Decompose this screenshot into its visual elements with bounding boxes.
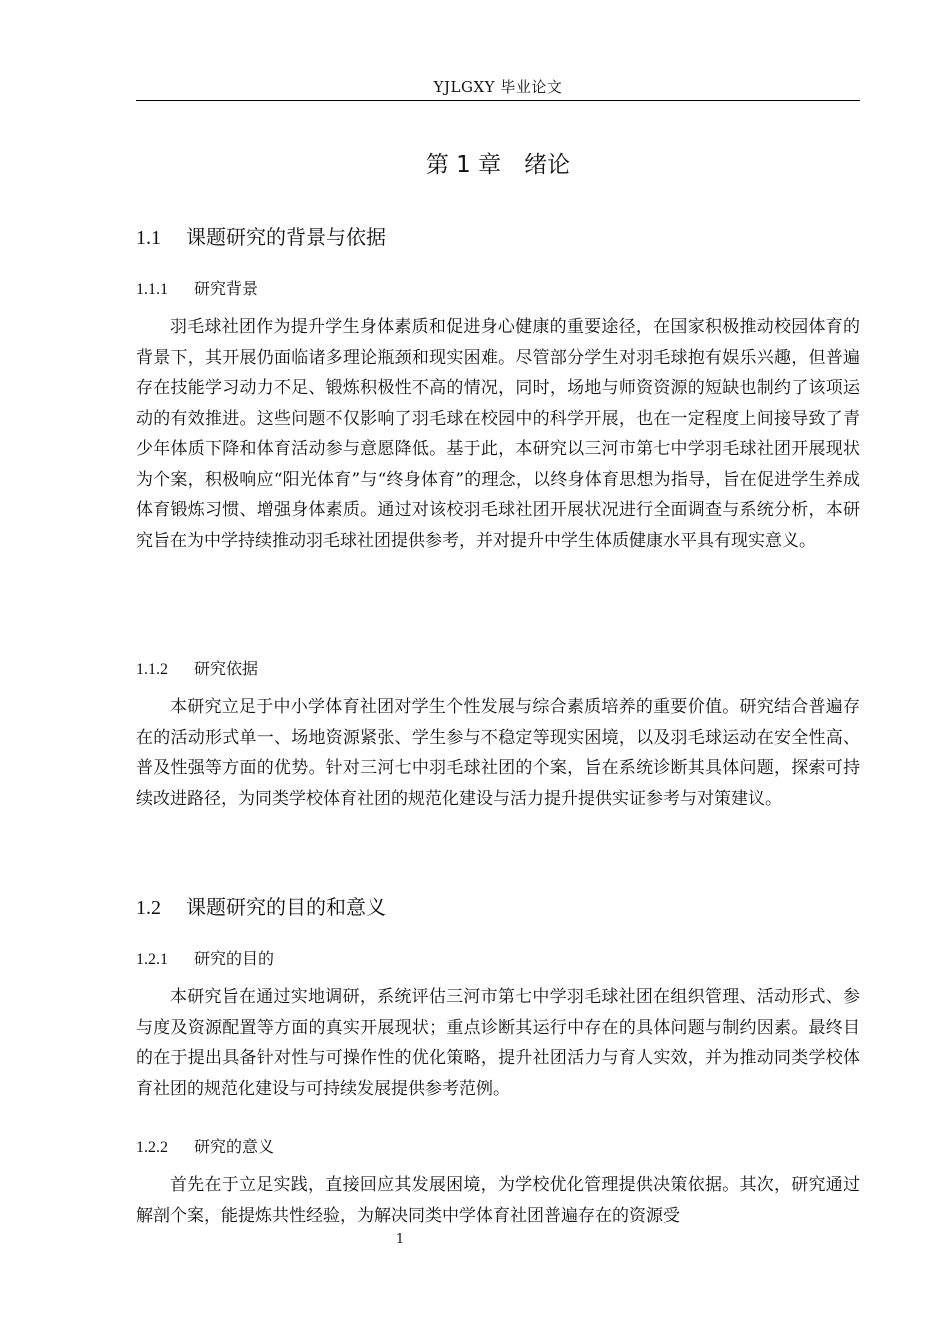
subsection-number: 1.1.2: [136, 661, 168, 678]
subsection-title: 研究的意义: [194, 1137, 275, 1156]
page-number: 1: [395, 1232, 405, 1247]
subsection-heading-1-2-1: [136, 946, 274, 969]
chapter-title: 第 1 章 绪论: [425, 152, 571, 178]
paragraph-research-significance: 首先在于立足实践，直接回应其发展困境，为学校优化管理提供决策依据。其次，研究通过解剖个案，能提炼共性经验，为解决同类中学体育社团普遍存在的资源受: [136, 1175, 860, 1226]
subsection-title: 研究依据: [194, 659, 259, 678]
subsection-title: 研究的目的: [194, 949, 275, 968]
section-title: 课题研究的背景与依据: [186, 225, 386, 249]
subsection-heading-1-1-1: [136, 276, 258, 299]
section-heading-1-1: [136, 221, 386, 250]
paragraph-research-background: 羽毛球社团作为提升学生身体素质和促进身心健康的重要途径，在国家积极推动校园体育的背景下，其开展仍面临诸多理论瓶颈和现实困难。尽管部分学生对羽毛球抱有娱乐兴趣，但普遍存在技能学习动力不足、锻炼积极性不高的情况，同时，场地与师资资源的短缺也制约了该项运动的有效推进。这些问题不仅影响了羽毛球在校园中的科学开展，也在一定程度上间接导致了青少年体质下降和体育活动参与意愿降低。基于此，本研究以三河市第七中学羽毛球社团开展现状为个案，积极响应“阳光体育”与“终身体育”的理念，以终身体育思想为指导，旨在促进学生养成体育锻炼习惯、增强身体素质。通过对该校羽毛球社团开展状况进行全面调查与系统分析，本研究旨在为中学持续推动羽毛球社团提供参考，并对提升中学生体质健康水平具有现实意义。: [136, 317, 860, 551]
section-number: 1.2: [136, 897, 161, 919]
section-number: 1.1: [136, 227, 161, 249]
subsection-heading-1-1-2: [136, 656, 258, 679]
subsection-number: 1.2.1: [136, 951, 168, 968]
subsection-number: 1.1.1: [136, 281, 168, 298]
paragraph-research-purpose: 本研究旨在通过实地调研，系统评估三河市第七中学羽毛球社团在组织管理、活动形式、参与度及资源配置等方面的真实开展现状；重点诊断其运行中存在的具体问题与制约因素。最终目的在于提出具备针对性与可操作性的优化策略，提升社团活力与育人实效，并为推动同类学校体育社团的规范化建设与可持续发展提供参考范例。: [136, 987, 860, 1099]
subsection-title: 研究背景: [194, 279, 259, 298]
section-heading-1-2: [136, 891, 386, 920]
header-rule: [136, 100, 860, 101]
section-title: 课题研究的目的和意义: [186, 895, 386, 919]
running-header: YJLGXY 毕业论文: [433, 78, 563, 96]
subsection-heading-1-2-2: [136, 1134, 274, 1157]
subsection-number: 1.2.2: [136, 1139, 168, 1156]
paragraph-research-basis: 本研究立足于中小学体育社团对学生个性发展与综合素质培养的重要价值。研究结合普遍存在的活动形式单一、场地资源紧张、学生参与不稳定等现实困境，以及羽毛球运动在安全性高、普及性强等方面的优势。针对三河七中羽毛球社团的个案，旨在系统诊断其具体问题，探索可持续改进路径，为同类学校体育社团的规范化建设与活力提升提供实证参考与对策建议。: [136, 697, 860, 809]
